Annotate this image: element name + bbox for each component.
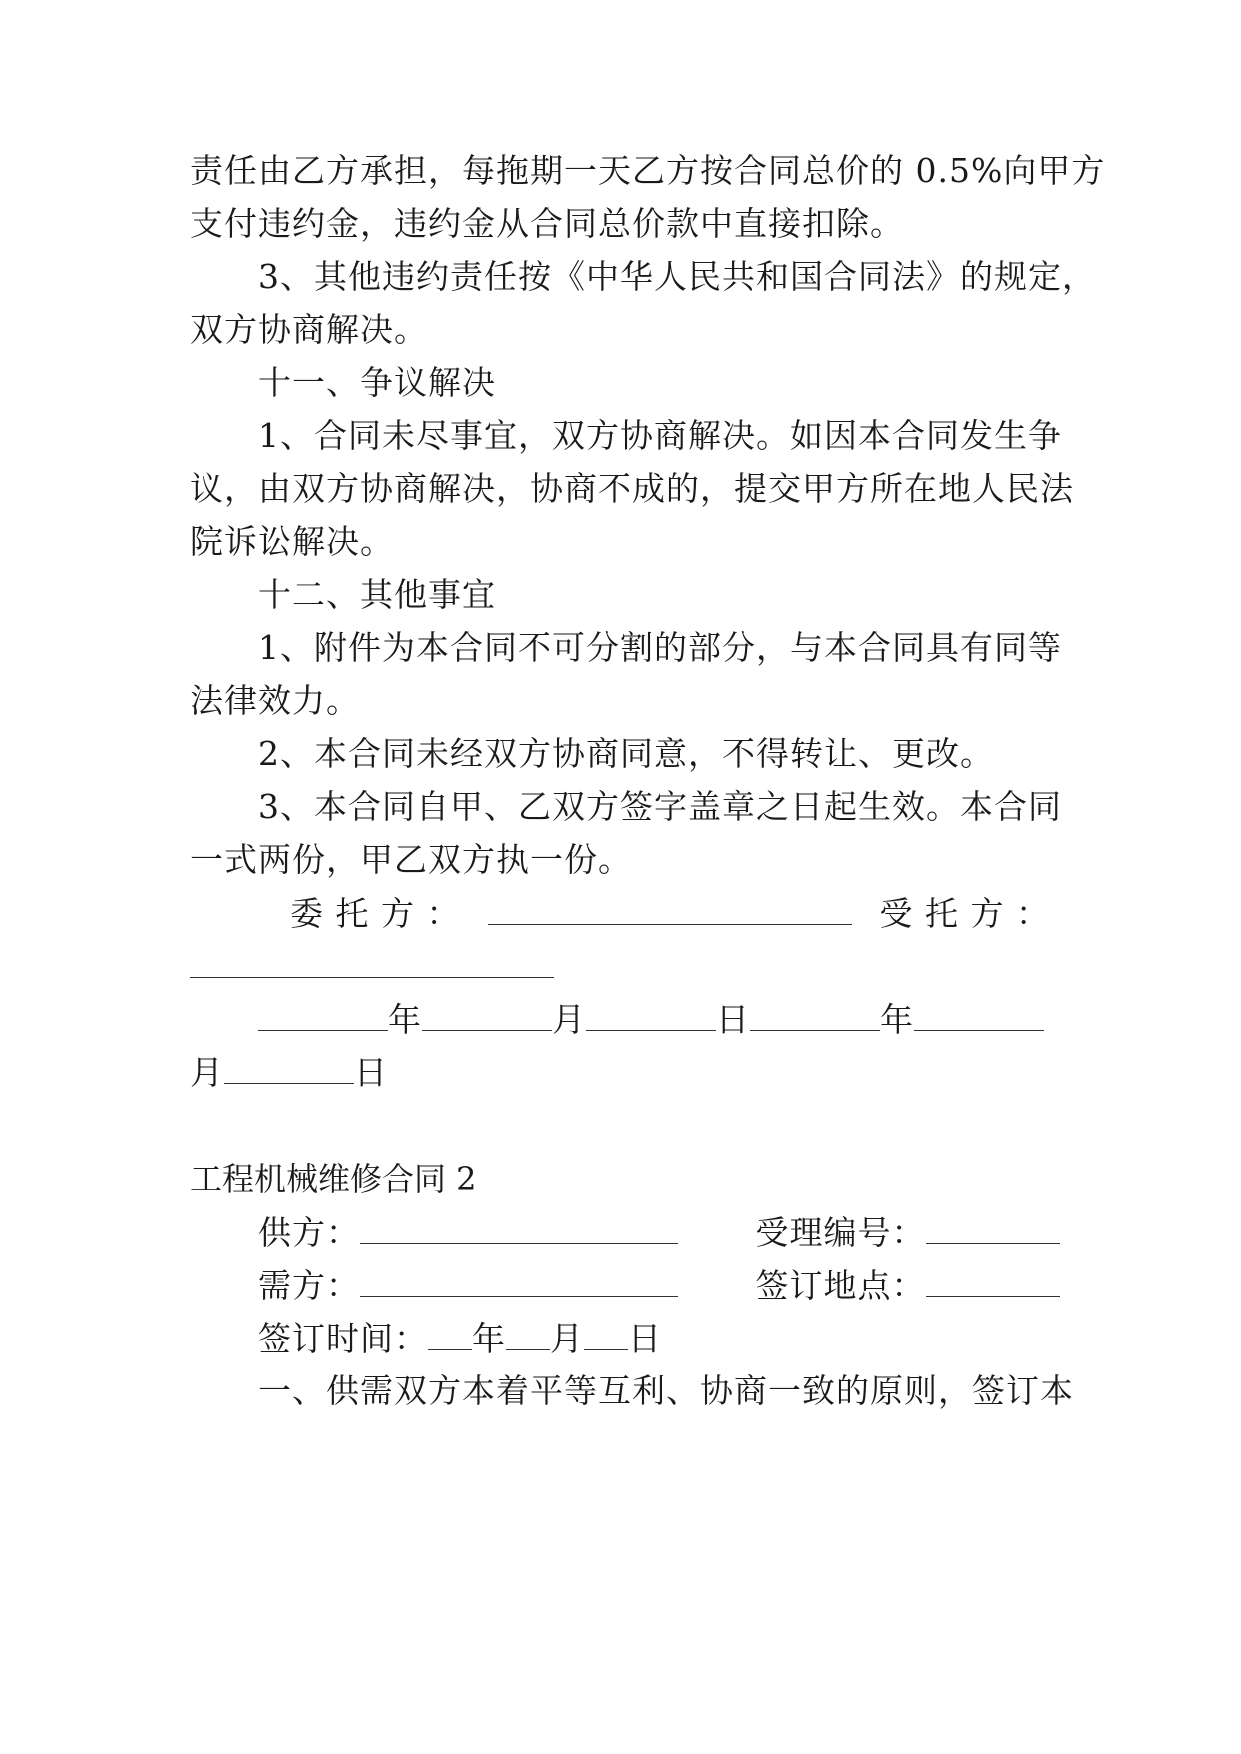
month-label-2: 月 [190,1053,224,1092]
sign-time-row [258,1317,1138,1360]
day-label-2: 日 [354,1053,388,1092]
paragraph-line: 议，由双方协商解决，协商不成的，提交甲方所在地人民法 [190,469,1074,508]
day-blank[interactable] [586,998,716,1031]
trustee-label: 受 托 方 ： [879,894,1050,933]
contract-title: 工程机械维修合同 2 [190,1160,477,1198]
year-label-2: 年 [880,1000,914,1039]
paragraph-line: 3、其他违约责任按《中华人民共和国合同法》的规定， [258,257,1096,296]
buyer-row [258,1264,1138,1307]
month-blank[interactable] [422,998,552,1031]
date-row [258,998,1138,1041]
accept-no-label: 受理编号： [755,1213,926,1252]
day-blank-2[interactable] [224,1051,354,1084]
trustee-blank-row [190,945,1070,988]
sign-day-label: 日 [628,1319,662,1358]
supplier-blank[interactable] [360,1211,678,1244]
supplier-label: 供方： [258,1213,360,1252]
signature-row [290,892,1070,935]
sign-year-label: 年 [472,1319,506,1358]
buyer-blank[interactable] [360,1264,678,1297]
paragraph-line: 责任由乙方承担，每拖期一天乙方按合同总价的 0.5%向甲方 [190,151,1106,190]
buyer-label: 需方： [258,1266,360,1305]
sign-day-blank[interactable] [584,1317,628,1350]
paragraph-line: 2、本合同未经双方协商同意，不得转让、更改。 [258,734,994,773]
date-row-cont [190,1051,1070,1094]
day-label: 日 [716,1000,750,1039]
paragraph-line: 院诉讼解决。 [190,522,394,561]
sign-place-blank[interactable] [926,1264,1060,1297]
paragraph-line: 3、本合同自甲、乙双方签字盖章之日起生效。本合同 [258,787,1062,826]
year-blank[interactable] [258,998,388,1031]
year-label: 年 [388,1000,422,1039]
sign-month-blank[interactable] [506,1317,550,1350]
sign-month-label: 月 [550,1319,584,1358]
sign-time-label: 签订时间： [258,1319,428,1358]
month-label: 月 [552,1000,586,1039]
sign-year-blank[interactable] [428,1317,472,1350]
section-heading: 十一、争议解决 [258,363,496,402]
entrust-label: 委 托 方 ： [290,894,461,933]
paragraph-line: 双方协商解决。 [190,310,428,349]
paragraph-line: 1、合同未尽事宜，双方协商解决。如因本合同发生争 [258,416,1062,455]
sign-place-label: 签订地点： [755,1266,926,1305]
supplier-row [258,1211,1138,1254]
paragraph-line: 一、供需双方本着平等互利、协商一致的原则，签订本 [258,1371,1074,1410]
trustee-blank[interactable] [190,945,554,978]
accept-no-blank[interactable] [926,1211,1060,1244]
year-blank-2[interactable] [750,998,880,1031]
paragraph-line: 1、附件为本合同不可分割的部分，与本合同具有同等 [258,628,1062,667]
paragraph-line: 法律效力。 [190,681,360,720]
entrust-blank[interactable] [488,892,852,925]
month-blank-2[interactable] [914,998,1044,1031]
paragraph-line: 一式两份，甲乙双方执一份。 [190,840,632,879]
section-heading: 十二、其他事宜 [258,575,496,614]
paragraph-line: 支付违约金，违约金从合同总价款中直接扣除。 [190,204,904,243]
